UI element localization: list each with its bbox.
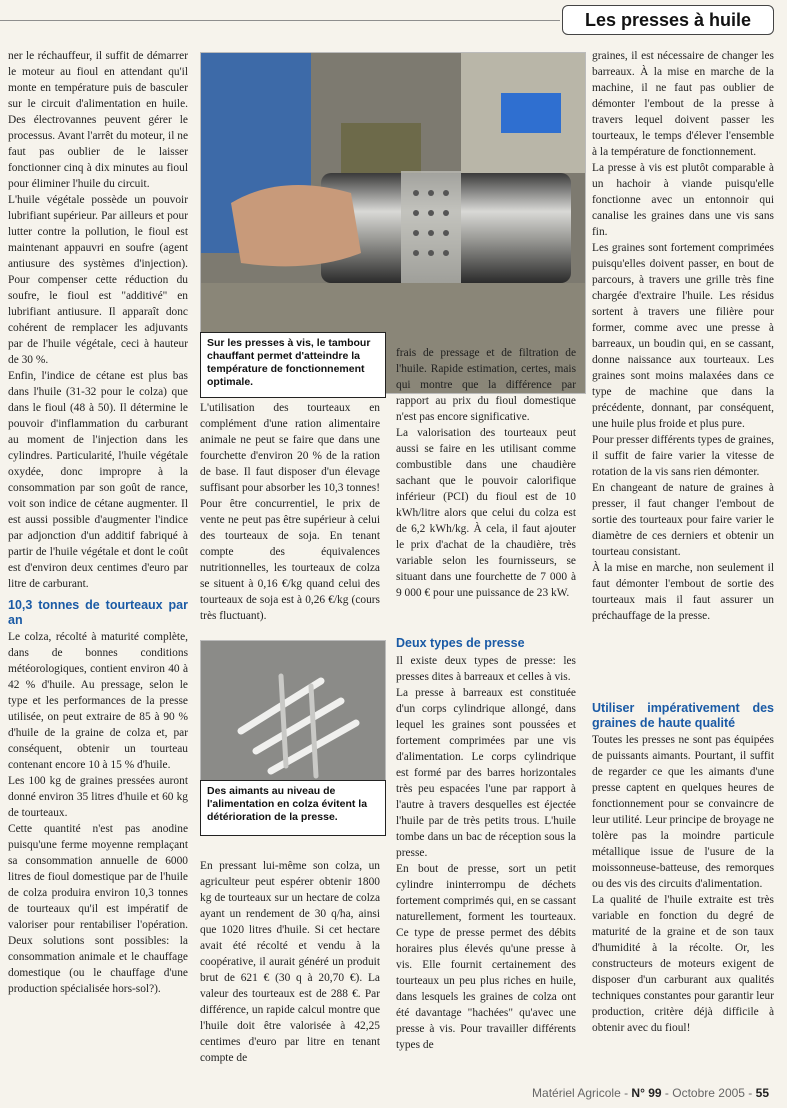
paragraph: La presse à vis est plutôt comparable à un hachoir à viande puisqu'elle fonctionne avec un entonnoir qui canalise les graines dans une vis sans fin. <box>592 162 774 238</box>
column-4 <box>592 48 774 624</box>
paragraph: La qualité de l'huile extraite est très variable en fonction du degré de maturité de la graine et de son taux d'humidité à la récolte. Or, les constructeurs de moteurs exigent de disposer d'un carburant aux qualités techniques constantes pour garantir leur production, critère déjà difficile à obtenir avec du fioul! <box>592 894 774 1034</box>
paragraph: Toutes les presses ne sont pas équipées de puissants aimants. Pourtant, il suffit de regarder ce que les aimants d'une presse captent en quelques heures de fonctionnement pour se convaincre de leur utilité. Leur principe de broyage ne tolère pas la moindre particule métallique issue de l'usure de la moissonneuse-batteuse, des remorques ou des vis des circuits d'alimentation. <box>592 734 774 890</box>
paragraph: Le colza, récolté à maturité complète, dans de bonnes conditions météorologiques, contient environ 40 à 42 % d'huile. Au pressage, selon le type et les performances de la presse utilisée, on peut extraire de 85 à 90 % d'huile de la graine de colza et, par conséquent, obtenir un tourteau contenant encore 10 à 15 % d'huile. <box>8 631 188 771</box>
paragraph: À la mise en marche, non seulement il faut démonter l'embout de sortie des tourteaux mais il faut assurer un préchauffage de la presse. <box>592 562 774 622</box>
issue-number: N° 99 <box>631 1086 662 1100</box>
header-rule <box>0 20 560 21</box>
paragraph: La presse à barreaux est constituée d'un corps cylindrique allongé, dans lequel les graines sont poussées et fortement comprimées par une vis d'alimentation. Le corps cylindrique est formé par des barres horizontales très peu espacées l'une par rapport à l'autre à travers desquelles est éjectée l'huile par de très petits trous. L'huile tombe dans un bac de réception sous la presse. <box>396 686 576 859</box>
issue-date: Octobre 2005 <box>672 1086 745 1100</box>
paragraph: graines, il est nécessaire de changer les barreaux. À la mise en marche de la machine, il ne faut pas oublier de démonter l'embout de la presse à travers lequel doivent passer les tourteaux, le temps d'élever l'ensemble à la température de fonctionnement. <box>592 50 774 158</box>
paragraph: La valorisation des tourteaux peut aussi se faire en les utilisant comme combustible dans une chaudière sachant que le pouvoir calorifique inférieur (PCI) du fioul est de 10 kWh/litre alors que celui du colza est de 6,2 kWh/kg. À cela, il faut ajouter le prix d'achat de la chaudière, très variable selon les fournisseurs, se situant dans une fourchette de 7 000 à 9 000 € pour une puissance de 23 kW. <box>396 427 576 599</box>
subheading-graines-qualite: Utiliser impérativement des graines de haute qualité <box>592 701 774 730</box>
subheading-deux-types: Deux types de presse <box>396 636 525 650</box>
paragraph: Les 100 kg de graines pressées auront donné environ 35 litres d'huile et 60 kg de tourteaux. <box>8 775 188 819</box>
paragraph: ner le réchauffeur, il suffit de démarrer le moteur au fioul en attendant qu'il monte en température puis de basculer sur le circuit d'alimentation en huile. Des électrovannes peuvent gérer le processus. Avant l'arrêt du moteur, il ne faut pas oublier de le laisser fonctionner cinq à dix minutes au fioul pour éliminer l'huile du circuit. <box>8 50 188 190</box>
column-1 <box>8 48 188 997</box>
subheading-tourteaux: 10,3 tonnes de tourteaux par an <box>8 598 188 627</box>
column-4-continued <box>592 695 774 1036</box>
paragraph: Pour presser différents types de graines, il suffit de faire varier la vitesse de rotation de la vis sans rien démonter. <box>592 434 774 478</box>
column-2-continued <box>200 858 380 1066</box>
paragraph: Enfin, l'indice de cétane est plus bas dans l'huile (31-32 pour le colza) que dans le fioul (48 à 50). Il détermine le pouvoir d'inflammation du carburant au moment de l'injection dans les cylindres. Particularité, l'huile végétale oxydée, donc impropre à la consommation par son goût de rance, voit son indice de cétane augmenter. Il est aussi possible d'augmenter l'indice par adjonction d'un additif fabriqué à partir de l'huile végétale et dont le coût est d'environ deux centimes d'euro par litre de carburant. <box>8 370 188 590</box>
column-3 <box>396 345 576 601</box>
section-title: Les presses à huile <box>584 10 752 30</box>
photo-caption-heating-drum: Sur les presses à vis, le tambour chauffant permet d'atteindre la température de fonctionnement optimale. <box>200 332 386 398</box>
paragraph: L'huile végétale possède un pouvoir lubrifiant supérieur. Par ailleurs et pour lutter contre la pollution, le fioul est maintenant appauvri en soufre (agent antiusure des systèmes d'injection). Pour compenser cette réduction du soufre, le fioul est "additivé" en lubrifiant antiusure. Il apparaît donc cohérent de remplacer les adjuvants par de l'huile végétale, ceci à hauteur de 30 %. <box>8 194 188 366</box>
section-header <box>562 5 774 35</box>
paragraph: L'utilisation des tourteaux en complément d'une ration alimentaire animale ne peut se faire que dans une fourchette d'environ 20 % de la ration de base. Il faut disposer d'un élevage suffisant pour absorber les 10,3 tonnes! Pour être concurrentiel, le prix de vente ne peut pas être supérieur à celui des tourteaux de soja. En tenant compte des équivalences nutritionnelles, les tourteaux de colza se situent à 0,16 €/kg quand celui des tourteaux de soja est à 0,26 €/kg (cours très fluctuant). <box>200 402 380 622</box>
column-3-continued <box>396 630 576 1053</box>
photo-caption-magnets: Des aimants au niveau de l'alimentation en colza évitent la détérioration de la presse. <box>200 780 386 836</box>
paragraph: En pressant lui-même son colza, un agriculteur peut espérer obtenir 1800 kg de tourteaux sur un hectare de colza ayant un rendement de 30 q/ha, ainsi que 1020 litres d'huile. Si cet hectare avait été récolté et vendu à la coopérative, il aurait généré un produit brut de 621 € (30 q à 20,70 €). La valeur des tourteaux est de 288 €. Par différence, un rapide calcul montre que l'huile doit être valorisée à 42,25 centimes d'euro par litre en tenant compte de <box>200 860 380 1064</box>
paragraph: Il existe deux types de presse: les presses dites à barreaux et celles à vis. <box>396 654 576 683</box>
paragraph: Les graines sont fortement comprimées puisqu'elles doivent passer, en bout de parcours, à travers une grille très fine chargée d'extraire l'huile. Les résidus sortent à travers une filière pour former, comme avec une presse à barreaux, un boudin qui, en se cassant, donne naissance aux tourteaux. Les graines sont moins malaxées dans ce type de machine que dans la précédente, donnant, par conséquent, une huile plus froide et plus pure. <box>592 242 774 430</box>
paragraph: frais de pressage et de filtration de l'huile. Rapide estimation, certes, mais qui montre que la différence par rapport au prix du fioul domestique n'est pas encore significative. <box>396 347 576 423</box>
page-footer: Matériel Agricole - N° 99 - Octobre 2005 - 55 <box>532 1086 769 1100</box>
paragraph: En bout de presse, sort un petit cylindre ininterrompu de déchets fortement comprimés qui, en se cassant naturellement, forment les tourteaux. Ce type de presse permet des débits horaires plus élevés qu'une presse à vis. Elle fournit certainement des tourteaux un peu plus riches en huile, dans lesquels les graines de colza ont été davantage "hachées" qu'avec une presse à vis. Pour travailler différents types de <box>396 862 576 1051</box>
paragraph: Cette quantité n'est pas anodine puisqu'une ferme moyenne remplaçant sa consommation annuelle de 6000 litres de fioul domestique par de l'huile de colza produira environ 10,3 tonnes de tourteaux qu'il est impératif de valoriser pour rentabiliser l'opération. Deux solutions sont possibles: la consommation animale et le chauffage domestique (ou le chauffage d'une production spécialisée hors-sol?). <box>8 823 188 995</box>
magazine-name: Matériel Agricole <box>532 1086 621 1100</box>
column-2 <box>200 400 380 624</box>
paragraph: En changeant de nature de graines à presser, il faut changer l'embout de sortie des tourteaux pour faire varier le diamètre de ces derniers et obtenir un tourteau consistant. <box>592 482 774 558</box>
page-number: 55 <box>755 1086 769 1100</box>
